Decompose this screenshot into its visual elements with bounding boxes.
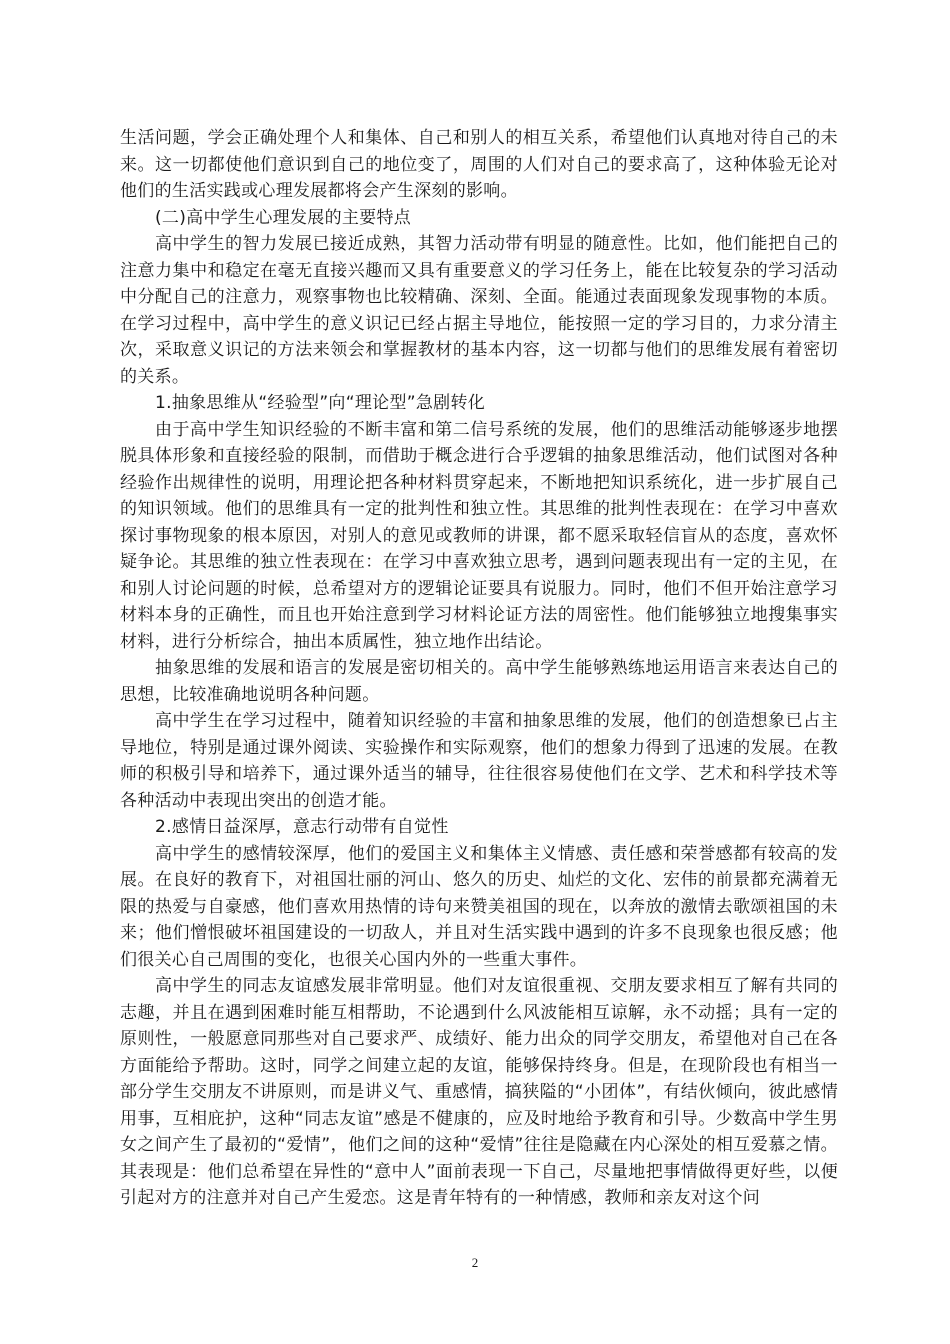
paragraph: 高中学生的智力发展已接近成熟，其智力活动带有明显的随意性。比如，他们能把自己的注意力集中和稳定在毫无直接兴趣而又具有重要意义的学习任务上，能在比较复杂的学习活动中分配自己的注意力，观察事物也比较精确、深刻、全面。能通过表面现象发现事物的本质。在学习过程中，高中学生的意义识记已经占据主导地位，能按照一定的学习目的，力求分清主次，采取意义识记的方法来领会和掌握教材的基本内容，这一切都与他们的思维发展有着密切的关系。 (120, 234, 838, 387)
section-heading: (二)高中学生心理发展的主要特点 (155, 207, 412, 228)
subsection-heading: 2.感情日益深厚，意志行动带有自觉性 (155, 817, 449, 837)
paragraph-continuation: 生活问题，学会正确处理个人和集体、自己和别人的相互关系，希望他们认真地对待自己的未来。这一切都使他们意识到自己的地位变了，周围的人们对自己的要求高了，这种体验无论对他们的生活实践或心理发展都将会产生深刻的影响。 (120, 128, 838, 201)
paragraph: 高中学生的同志友谊感发展非常明显。他们对友谊很重视、交朋友要求相互了解有共同的志趣，并且在遇到困难时能互相帮助，不论遇到什么风波能相互谅解，永不动摇；具有一定的原则性，一般愿意同那些对自己要求严、成绩好、能力出众的同学交朋友，希望他对自己在各方面能给予帮助。这时，同学之间建立起的友谊，能够保持终身。但是，在现阶段也有相当一部分学生交朋友不讲原则，而是讲义气、重感情，搞狭隘的“小团体”，有结伙倾向，彼此感情用事，互相庇护，这种“同志友谊”感是不健康的，应及时地给予教育和引导。少数高中学生男女之间产生了最初的“爱情”，他们之间的这种“爱情”往往是隐藏在内心深处的相互爱慕之情。其表现是：他们总希望在异性的“意中人”面前表现一下自己，尽量地把事情做得更好些，以便引起对方的注意并对自己产生爱恋。这是青年特有的一种情感，教师和亲友对这个问 (120, 976, 838, 1208)
paragraph: 高中学生的感情较深厚，他们的爱国主义和集体主义情感、责任感和荣誉感都有较高的发展。在良好的教育下，对祖国壮丽的河山、悠久的历史、灿烂的文化、宏伟的前景都充满着无限的热爱与自豪感，他们喜欢用热情的诗句来赞美祖国的现在，以奔放的激情去歌颂祖国的未来；他们憎恨破坏祖国建设的一切敌人，并且对生活实践中遇到的许多不良现象也很反感；他们很关心自己周围的变化，也很关心国内外的一些重大事件。 (120, 843, 838, 970)
paragraph: 由于高中学生知识经验的不断丰富和第二信号系统的发展，他们的思维活动能够逐步地摆脱具体形象和直接经验的限制，而借助于概念进行合乎逻辑的抽象思维活动，他们试图对各种经验作出规律性的说明，用理论把各种材料贯穿起来，不断地把知识系统化，进一步扩展自己的知识领域。他们的思维具有一定的批判性和独立性。其思维的批判性表现在：在学习中喜欢探讨事物现象的根本原因，对别人的意见或教师的讲课，都不愿采取轻信盲从的态度，喜欢怀疑争论。其思维的独立性表现在：在学习中喜欢独立思考，遇到问题表现出有一定的主见，在和别人讨论问题的时候，总希望对方的逻辑论证要具有说服力。同时，他们不但开始注意学习材料本身的正确性，而且也开始注意到学习材料论证方法的周密性。他们能够独立地搜集事实材料，进行分析综合，抽出本质属性，独立地作出结论。 (120, 419, 838, 652)
document-page (120, 125, 838, 1212)
paragraph: 抽象思维的发展和语言的发展是密切相关的。高中学生能够熟练地运用语言来表达自己的思想，比较准确地说明各种问题。 (120, 658, 838, 705)
paragraph: 高中学生在学习过程中，随着知识经验的丰富和抽象思维的发展，他们的创造想象已占主导地位，特别是通过课外阅读、实验操作和实际观察，他们的想象力得到了迅速的发展。在教师的积极引导和培养下，通过课外适当的辅导，往往很容易使他们在文学、艺术和科学技术等各种活动中表现出突出的创造才能。 (120, 711, 838, 811)
subsection-heading: 1.抽象思维从“经验型”向“理论型”急剧转化 (155, 393, 486, 413)
page-number: 2 (471, 1255, 479, 1270)
